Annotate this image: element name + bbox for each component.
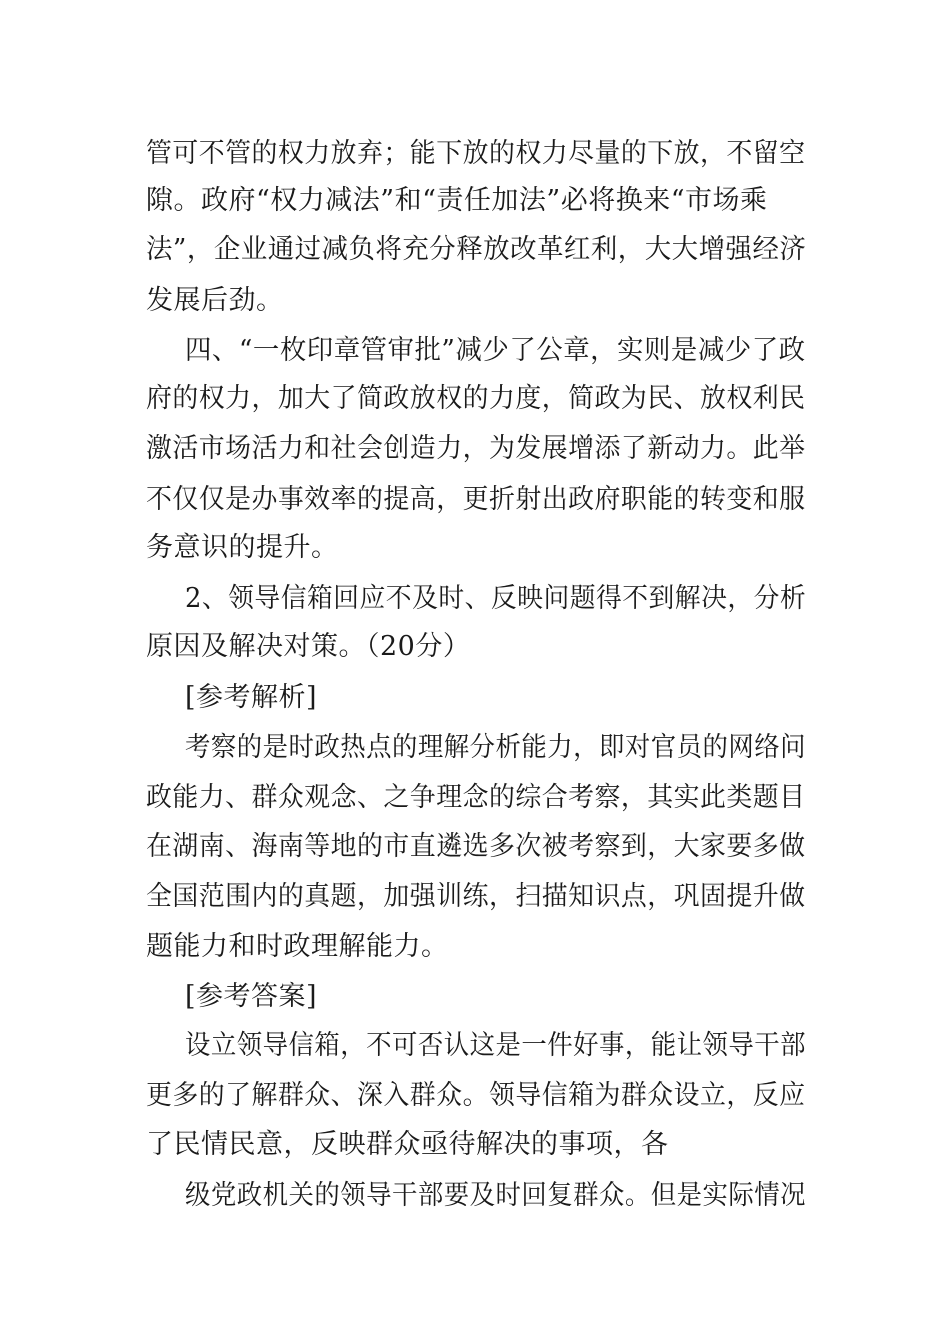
question-line: 原因及解决对策。（20分）: [146, 631, 471, 662]
text-line: 发展后劲。: [146, 285, 284, 316]
section-heading: [参考答案]: [185, 981, 318, 1012]
text-line: 题能力和时政理解能力。: [146, 931, 449, 962]
text-line: 了民情民意，反映群众亟待解决的事项，各: [146, 1129, 669, 1160]
text-line: 考察的是时政热点的理解分析能力，即对官员的网络问: [185, 732, 806, 763]
text-line: 务意识的提升。: [146, 532, 339, 563]
text-line: 隙。政府“权力减法”和“责任加法”必将换来“市场乘: [146, 185, 768, 216]
text-line: 更多的了解群众、深入群众。领导信箱为群众设立，反应: [146, 1080, 806, 1111]
text-line: 管可不管的权力放弃；能下放的权力尽量的下放，不留空: [146, 138, 806, 169]
text-line: 全国范围内的真题，加强训练，扫描知识点，巩固提升做: [146, 881, 806, 912]
text-line: 四、“一枚印章管审批”减少了公章，实则是减少了政: [185, 335, 806, 366]
text-line: 在湖南、海南等地的市直遴选多次被考察到，大家要多做: [146, 831, 806, 862]
text-line: 政能力、群众观念、之争理念的综合考察，其实此类题目: [146, 782, 806, 813]
text-line: 级党政机关的领导干部要及时回复群众。但是实际情况: [185, 1180, 806, 1211]
text-line: 法”，企业通过减负将充分释放改革红利，大大增强经济: [146, 234, 807, 265]
question-line: 2、领导信箱回应不及时、反映问题得不到解决，分析: [185, 583, 807, 614]
text-line: 设立领导信箱，不可否认这是一件好事，能让领导干部: [185, 1030, 806, 1061]
text-line: 府的权力，加大了简政放权的力度，简政为民、放权利民: [146, 383, 806, 414]
section-heading: [参考解析]: [185, 682, 318, 713]
text-line: 不仅仅是办事效率的提高，更折射出政府职能的转变和服: [146, 484, 806, 515]
text-line: 激活市场活力和社会创造力，为发展增添了新动力。此举: [146, 433, 806, 464]
